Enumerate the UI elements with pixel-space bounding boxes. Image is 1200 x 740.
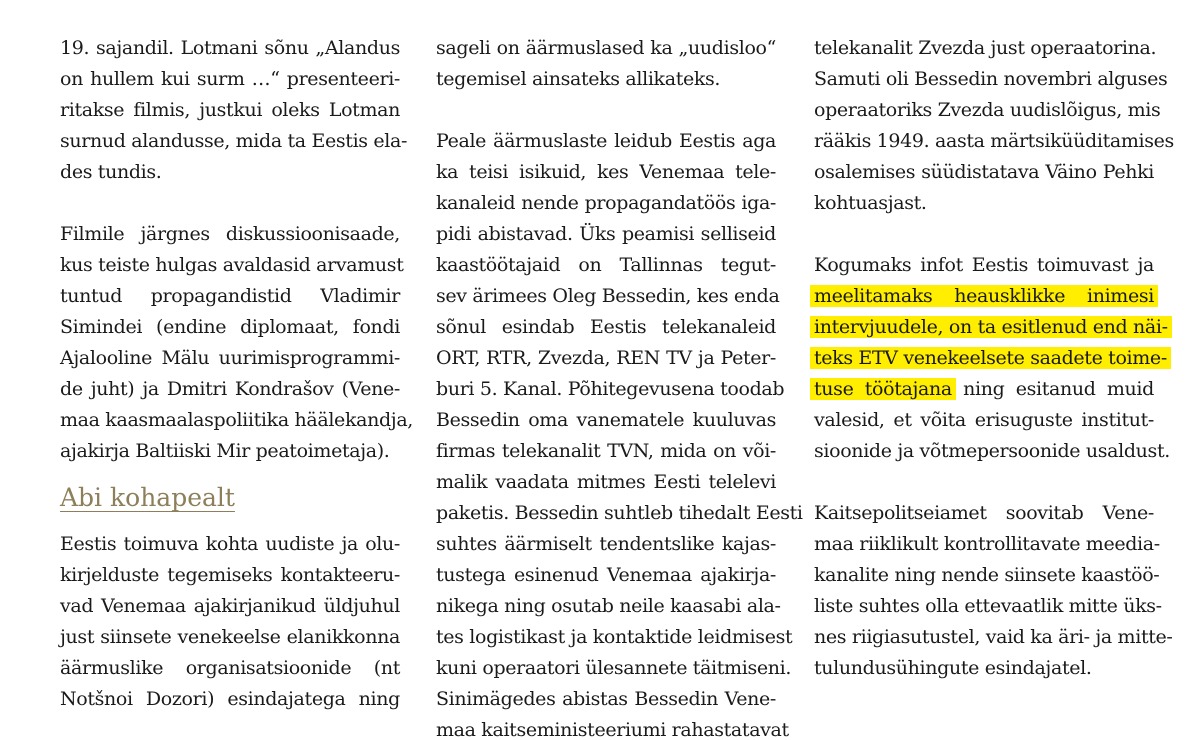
highlighted-text: meelitamaks heausklikke inimesi bbox=[814, 285, 1154, 307]
text-line: suhtes äärmiselt tendentslike kajas- bbox=[436, 533, 776, 555]
text-line: kuni operaatori ülesannete täitmiseni. bbox=[436, 657, 792, 679]
text-line: sageli on äärmuslased ka „uudisloo“ bbox=[436, 37, 776, 59]
text-line: operaatoriks Zvezda uudislõigus, mis bbox=[814, 99, 1161, 121]
paragraph bbox=[436, 126, 803, 740]
text-line: Kogumaks infot Eestis toimuvast ja bbox=[814, 254, 1154, 276]
paragraph bbox=[60, 219, 413, 467]
text-line: ritakse filmis, justkui oleks Lotman bbox=[60, 99, 400, 121]
paragraph bbox=[60, 33, 408, 188]
text-line: tuntud propagandistid Vladimir bbox=[60, 285, 400, 307]
text-line: firmas telekanalit TVN, mida on või- bbox=[436, 440, 776, 462]
highlighted-text: intervjuudele, on ta esitlenud end näi- bbox=[814, 316, 1168, 338]
text-line: ORT, RTR, Zvezda, REN TV ja Peter- bbox=[436, 347, 776, 369]
text-line: Sinimägedes abistas Bessedin Vene- bbox=[436, 688, 776, 710]
text-line: liste suhtes olla ettevaatlik mitte üks- bbox=[814, 595, 1162, 617]
text-column-1 bbox=[60, 33, 413, 715]
section-heading-link[interactable]: Abi kohapealt bbox=[60, 483, 235, 512]
text-line: osalemises süüdistatava Väino Pehki bbox=[814, 161, 1154, 183]
text-line: kanalite ning nende siinsete kaastöö- bbox=[814, 564, 1160, 586]
highlighted-text: teks ETV venekeelsete saadete toime- bbox=[814, 347, 1167, 369]
text-line: tegemisel ainsateks allikateks. bbox=[436, 68, 721, 90]
text-line: tustega esinenud Venemaa ajakirja- bbox=[436, 564, 776, 586]
text-line: telekanalit Zvezda just operaatorina. bbox=[814, 37, 1157, 59]
text-line: Ajalooline Mälu uurimisprogrammi- bbox=[60, 347, 400, 369]
text-line: maa kaitseministeeriumi rahastatavat bbox=[436, 719, 789, 740]
text-line bbox=[814, 374, 1154, 405]
text-line: Peale äärmuslaste leidub Eestis aga bbox=[436, 130, 776, 152]
text-line: maa riiklikult kontrollitavate meedia- bbox=[814, 533, 1160, 555]
text-line: sõnul esindab Eestis telekanaleid bbox=[436, 316, 776, 338]
text-line: sev ärimees Oleg Bessedin, kes enda bbox=[436, 285, 780, 307]
text-line: vad Venemaa ajakirjanikud üldjuhul bbox=[60, 595, 400, 617]
highlighted-text: tuse töötajana bbox=[814, 378, 952, 400]
text-line bbox=[814, 343, 1167, 374]
paragraph-gap bbox=[814, 219, 1154, 250]
text-line: des tundis. bbox=[60, 161, 162, 183]
text-line: malik vaadata mitmes Eesti telelevi bbox=[436, 471, 776, 493]
paragraph-gap bbox=[436, 95, 776, 126]
text-line: rääkis 1949. aasta märtsiküüditamises bbox=[814, 130, 1174, 152]
text-line: nikega ning osutab neile kaasabi ala- bbox=[436, 595, 781, 617]
text-line: äärmuslike organisatsioonide (nt bbox=[60, 657, 400, 679]
text-column-2 bbox=[436, 33, 803, 740]
paragraph bbox=[814, 33, 1174, 219]
text-line: pidi abistavad. Üks peamisi selliseid bbox=[436, 223, 776, 245]
text-line: kus teiste hulgas avaldasid arvamust bbox=[60, 254, 404, 276]
paragraph bbox=[60, 529, 400, 715]
text-line: Filmile järgnes diskussioonisaade, bbox=[60, 223, 400, 245]
text-line: 19. sajandil. Lotmani sõnu „Alandus bbox=[60, 37, 400, 59]
text-line: kanaleid nende propagandatöös iga- bbox=[436, 192, 776, 214]
text-line: paketis. Bessedin suhtleb tihedalt Eesti bbox=[436, 502, 803, 524]
paragraph-gap bbox=[60, 188, 400, 219]
text-line: kohtuasjast. bbox=[814, 192, 927, 214]
text-line: on hullem kui surm …“ presenteeri- bbox=[60, 68, 400, 90]
text-column-3 bbox=[814, 33, 1174, 684]
text-line: kaastöötajaid on Tallinnas tegut- bbox=[436, 254, 776, 276]
text-line: tes logistikast ja kontaktide leidmisest bbox=[436, 626, 793, 648]
paragraph bbox=[814, 498, 1173, 684]
text-line: Bessedin oma vanematele kuuluvas bbox=[436, 409, 776, 431]
text-line bbox=[814, 312, 1168, 343]
text-line: Kaitsepolitseiamet soovitab Vene- bbox=[814, 502, 1154, 524]
text-line: de juht) ja Dmitri Kondrašov (Vene- bbox=[60, 378, 400, 400]
paragraph bbox=[814, 250, 1170, 467]
text-line: buri 5. Kanal. Põhitegevusena toodab bbox=[436, 378, 785, 400]
text-line: sioonide ja võtmepersoonide usaldust. bbox=[814, 440, 1170, 462]
text-line: kirjelduste tegemiseks kontakteeru- bbox=[60, 564, 400, 586]
text-line: maa kaasmaalaspoliitika häälekandja, bbox=[60, 409, 413, 431]
text-line: Eestis toimuva kohta uudiste ja olu- bbox=[60, 533, 400, 555]
text-line: tulundusühingute esindajatel. bbox=[814, 657, 1092, 679]
text-line: Samuti oli Bessedin novembri alguses bbox=[814, 68, 1168, 90]
text-line: ka teisi isikuid, kes Venemaa tele- bbox=[436, 161, 776, 183]
text-line bbox=[814, 281, 1154, 312]
text-line: Simindei (endine diplomaat, fondi bbox=[60, 316, 400, 338]
paragraph bbox=[436, 33, 776, 95]
text-fragment: ning esitanud muid bbox=[951, 378, 1154, 400]
text-line: valesid, et võita erisuguste institut- bbox=[814, 409, 1154, 431]
text-line: ajakirja Baltiiski Mir peatoimetaja). bbox=[60, 440, 390, 462]
text-line: surnud alandusse, mida ta Eestis ela- bbox=[60, 130, 408, 152]
text-line: nes riigiasutustel, vaid ka äri- ja mitte- bbox=[814, 626, 1173, 648]
paragraph-gap bbox=[814, 467, 1154, 498]
text-line: just siinsete venekeelse elanikkonna bbox=[60, 626, 400, 648]
text-line: Notšnoi Dozori) esindajatega ning bbox=[60, 688, 400, 710]
